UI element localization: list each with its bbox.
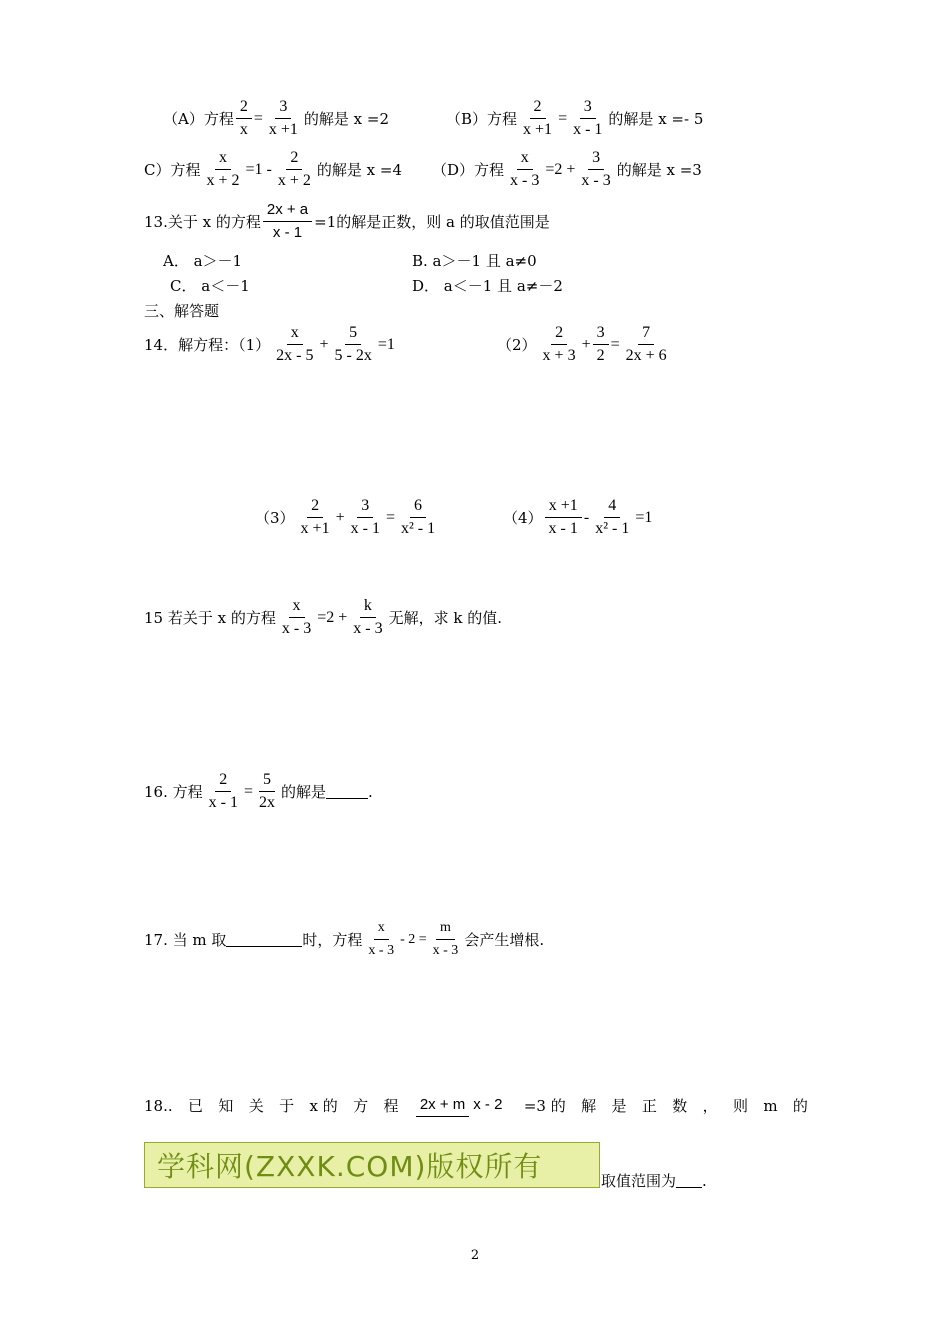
fraction: $\frac{m}{x - 3}$ — [432, 920, 459, 958]
fraction: $\frac{2}{x +1}$ — [300, 497, 330, 537]
option-c: C）方程 $\frac{x}{x + 2}$ =1 - $\frac{2}{x + 2}$ 的解是 x =4 — [144, 149, 403, 189]
fraction: $\frac{2}{x + 2}$ — [277, 149, 311, 189]
fraction: $\frac{4}{\text{x² - 1}}$ — [595, 497, 630, 537]
fraction: $\frac{2}{x +1}$ — [523, 98, 553, 138]
section-heading: 三、解答题 — [144, 302, 220, 320]
fraction: $\frac{3}{x - 3}$ — [581, 149, 611, 189]
fraction: $\frac{6}{\text{x² - 1}}$ — [400, 497, 436, 537]
fraction: $\frac{5}{2x}$ — [258, 771, 275, 811]
fraction: $\frac{2}{x + 3}$ — [542, 324, 576, 364]
option-a: （A）方程 $\frac{2}{x}$ = $\frac{3}{x +1}$ 的解是 x =2 — [163, 98, 390, 138]
question-17: 17. 当 m 取 时，方程 $\frac{x}{x - 3}$ - 2 = $\frac{m}{x - 3}$ 会产生增根. — [144, 920, 545, 958]
question-18-line-2: 取值范围为 . — [601, 1171, 707, 1190]
fraction: $\frac{x}{x - 3}$ — [281, 597, 312, 637]
fraction: $\frac{x}{x + 2}$ — [206, 149, 240, 189]
question-14-part-4: （4） $\frac{x +1}{x - 1}$ - $\frac{4}{\text{x² - 1}}$ =1 — [503, 497, 653, 537]
fraction: $\frac{3}{2}$ — [593, 324, 609, 365]
fraction: $\frac{5}{5 - 2x}$ — [334, 324, 372, 364]
fraction: $\frac{2x + a}{x - 1}$ — [263, 201, 312, 242]
answer-blank — [326, 784, 368, 799]
question-14: 14．解方程：（1） $\frac{x}{2x - 5}$ + $\frac{5}{5 - 2x}$ =1 — [144, 324, 395, 364]
answer-blank — [676, 1173, 702, 1188]
q13-option-a: A． a＞－1 — [163, 252, 243, 270]
option-b: （B）方程 $\frac{2}{x +1}$ = $\frac{3}{x - 1}$ 的解是 x =- 5 — [446, 98, 704, 138]
question-16: 16. 方程 $\frac{2}{x - 1}$ = $\frac{5}{2x}$ 的解是 . — [144, 771, 373, 811]
watermark-banner — [144, 1142, 600, 1188]
question-13: 13.关于 x 的方程 $\frac{2x + a}{x - 1}$ =1的解是正数，则 a 的取值范围是 — [144, 201, 550, 241]
fraction: $\frac{2}{x}$ — [236, 98, 252, 139]
answer-blank — [226, 932, 302, 947]
fraction: 2x + m x - 2 — [416, 1094, 507, 1117]
fraction: $\frac{x}{x - 3}$ — [368, 920, 395, 958]
q13-option-d: D． a＜－1 且 a≠－2 — [412, 277, 563, 295]
q13-option-c: C． a＜－1 — [170, 277, 250, 295]
fraction: $\frac{3}{x - 1}$ — [350, 497, 380, 537]
question-18: 18.. 已 知 关 于 x 的 方 程 2x + m x - 2 =3 的 解 是 正 数 ， 则 m 的 — [144, 1096, 808, 1115]
fraction: $\frac{3}{x - 1}$ — [573, 98, 603, 138]
fraction: $\frac{x +1}{x - 1}$ — [545, 497, 582, 538]
fraction: $\frac{x}{2x - 5}$ — [276, 324, 314, 364]
fraction: $\frac{2}{x - 1}$ — [208, 771, 238, 811]
watermark-text: 学科网(ZXXK.COM)版权所有 — [157, 1150, 543, 1183]
question-14-part-3: （3） $\frac{2}{x +1}$ + $\frac{3}{x - 1}$ = $\frac{6}{\text{x² - 1}}$ — [255, 497, 441, 538]
option-d: （D）方程 $\frac{x}{x - 3}$ =2 + $\frac{3}{x - 3}$ 的解是 x =3 — [432, 149, 702, 189]
fraction: $\frac{7}{2x + 6}$ — [625, 324, 667, 364]
fraction: $\frac{3}{x +1}$ — [268, 98, 298, 138]
q13-option-b: B. a＞－1 且 a≠0 — [412, 252, 537, 270]
fraction: $\frac{k}{x - 3}$ — [353, 597, 383, 637]
question-14-part-2: （2） $\frac{2}{x + 3}$ + $\frac{3}{2}$ = $\frac{7}{2x + 6}$ — [497, 324, 673, 365]
option-b-label: （B）方程 — [446, 110, 518, 128]
fraction: $\frac{x}{x - 3}$ — [510, 149, 540, 189]
page-number: 2 — [470, 1248, 480, 1263]
option-a-label: （A）方程 — [163, 110, 234, 128]
question-15: 15 若关于 x 的方程 $\frac{x}{x - 3}$ =2 + $\frac{k}{x - 3}$ 无解，求 k 的值. — [144, 597, 502, 637]
